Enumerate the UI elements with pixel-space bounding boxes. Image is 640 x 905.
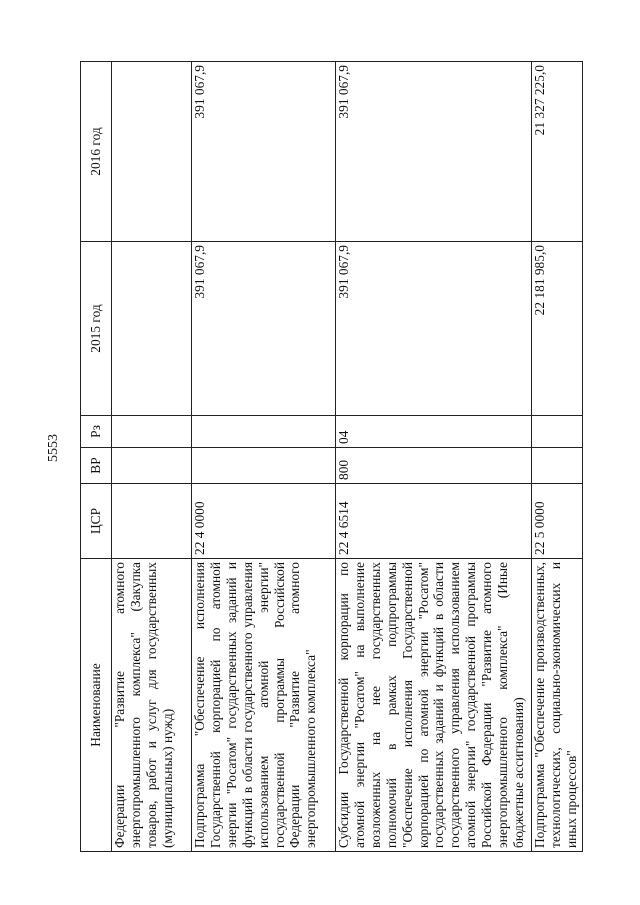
row-2015: 391 067,9 bbox=[192, 242, 336, 416]
row-csr bbox=[112, 484, 192, 559]
table-row bbox=[336, 62, 532, 852]
table-row bbox=[532, 62, 583, 852]
row-csr: 22 4 6514 bbox=[336, 484, 532, 559]
row-2015: 391 067,9 bbox=[336, 242, 532, 416]
rotated-table-container bbox=[80, 62, 595, 852]
row-2016: 391 067,9 bbox=[192, 62, 336, 242]
header-rz: Рз bbox=[81, 416, 112, 448]
header-2015: 2015 год bbox=[81, 242, 112, 416]
row-csr: 22 4 0000 bbox=[192, 484, 336, 559]
row-vr bbox=[112, 448, 192, 484]
row-2015: 22 181 985,0 bbox=[532, 242, 583, 416]
row-2016: 21 327 225,0 bbox=[532, 62, 583, 242]
row-2015 bbox=[112, 242, 192, 416]
row-2016 bbox=[112, 62, 192, 242]
row-vr bbox=[192, 448, 336, 484]
row-name: Федерации "Развитие атомного энергопромышленного комплекса" (Закупка товаров, работ и услуг для государственных (муниципальных) нужд) bbox=[112, 559, 192, 852]
row-csr: 22 5 0000 bbox=[532, 484, 583, 559]
budget-table bbox=[80, 61, 583, 852]
row-vr bbox=[532, 448, 583, 484]
row-rz bbox=[112, 416, 192, 448]
header-2016: 2016 год bbox=[81, 62, 112, 242]
table-row bbox=[112, 62, 192, 852]
table-row bbox=[192, 62, 336, 852]
row-rz bbox=[192, 416, 336, 448]
header-name: Наименование bbox=[81, 559, 112, 852]
header-vr: ВР bbox=[81, 448, 112, 484]
row-2016: 391 067,9 bbox=[336, 62, 532, 242]
row-name: Подпрограмма "Обеспечение производственных, технологических, социально-экономических и иных процессов" bbox=[532, 559, 583, 852]
row-rz bbox=[532, 416, 583, 448]
table-header-row bbox=[81, 62, 112, 852]
header-csr: ЦСР bbox=[81, 484, 112, 559]
row-vr: 800 bbox=[336, 448, 532, 484]
row-name: Субсидии Государственной корпорации по атомной энергии "Росатом" на выполнение возложенных на нее государственных полномочий в рамках подпрограммы "Обеспечение исполнения Государственной корпорацией по атомной энергии "Росатом" государственных заданий и функций в области государственного управления использованием атомной энергии" государственной программы Российской Федерации "Развитие атомного энергопромышленного комплекса" (Иные бюджетные ассигнования) bbox=[336, 559, 532, 852]
row-rz: 04 bbox=[336, 416, 532, 448]
page-number: 5553 bbox=[46, 434, 61, 462]
row-name: Подпрограмма "Обеспечение исполнения Государственной корпорацией по атомной энергии "Росатом" государственных заданий и функций в области государственного управления использованием атомной энергии" государственной программы Российской Федерации "Развитие атомного энергопромышленного комплекса" bbox=[192, 559, 336, 852]
